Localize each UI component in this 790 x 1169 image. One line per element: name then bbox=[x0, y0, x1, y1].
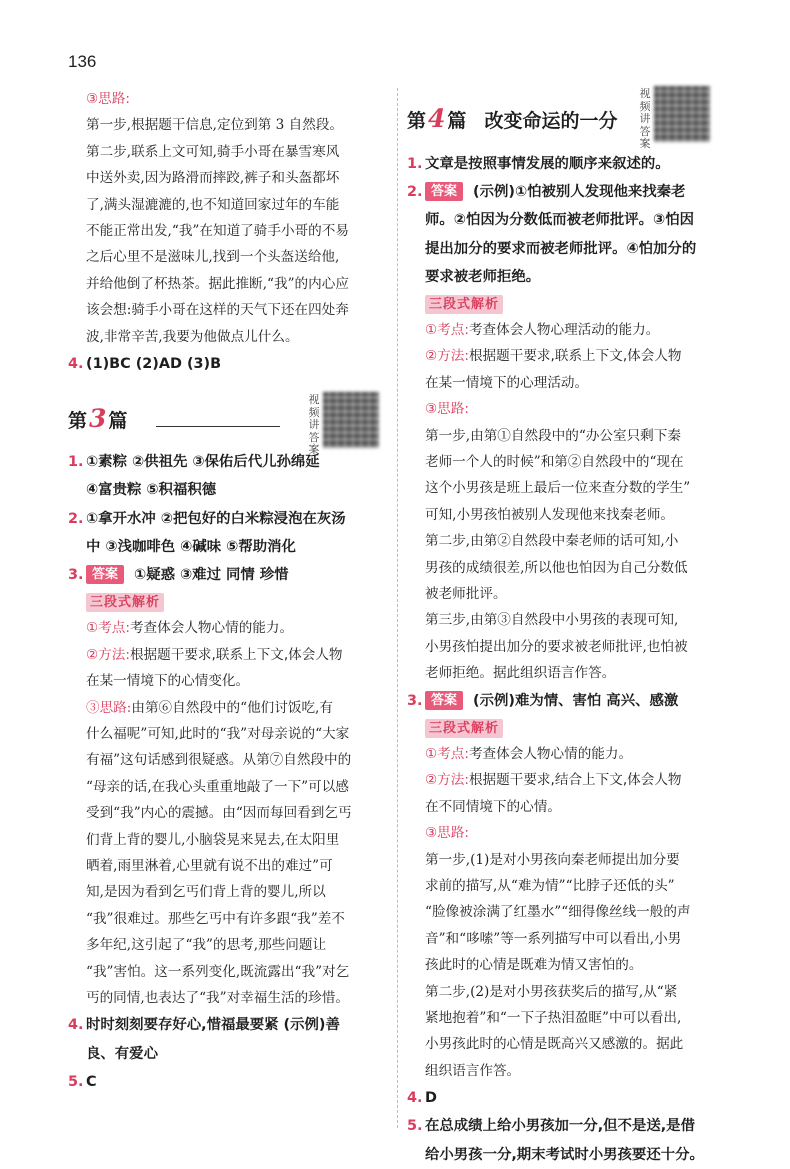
answer-5: 5. 在总成绩上给小男孩加一分,但不是送,是借 bbox=[407, 1118, 695, 1135]
section-title: 第3 篇 bbox=[68, 404, 128, 434]
text-line: “母亲的话,在我心头重重地敲了一下”可以感 bbox=[86, 778, 349, 795]
text-line: 并给他倒了杯热茶。据此推断,“我”的内心应 bbox=[86, 275, 349, 292]
fangfa-cont: 在某一情境下的心理活动。 bbox=[425, 374, 589, 391]
article-title: 改变命运的一分 bbox=[484, 110, 618, 132]
answer-badge: 答案 bbox=[425, 182, 463, 201]
silu-label: ③思路: bbox=[425, 401, 469, 418]
text-line: 可知,小男孩怕被别人发现他来找秦老师。 bbox=[425, 506, 675, 523]
sanduan-badge: 三段式解析 bbox=[425, 719, 503, 738]
fangfa-cont: 在不同情境下的心情。 bbox=[425, 798, 561, 815]
text-line: 男孩的成绩很差,所以他也怕因为自己分数低 bbox=[425, 559, 688, 576]
p2-q3-silu-text bbox=[68, 112, 386, 350]
silu-label: ③思路: bbox=[86, 91, 130, 107]
kaodian: ①考点:考查体会人物心理活动的能力。 bbox=[425, 322, 660, 339]
text-line: 第二步,(2)是对小男孩获奖后的描写,从“紧 bbox=[425, 983, 678, 1000]
text-line: 晒着,雨里淋着,心里就有说不出的难过”可 bbox=[86, 857, 333, 874]
fangfa-cont: 在某一情境下的心情变化。 bbox=[86, 673, 250, 690]
answer-1: 1. 文章是按照事情发展的顺序来叙述的。 bbox=[407, 156, 670, 172]
qr-code-icon[interactable] bbox=[323, 392, 379, 448]
column-divider bbox=[397, 88, 398, 1128]
text-line: “我”害怕。这一系列变化,既流露出“我”对乞 bbox=[86, 963, 350, 980]
answer-2-cont: 提出加分的要求而被老师批评。④怕加分的 bbox=[425, 240, 697, 257]
text-line: 有福”这句话感到很疑惑。从第⑦自然段中的 bbox=[86, 752, 352, 769]
fangfa: ②方法:根据题干要求,结合上下文,体会人物 bbox=[425, 772, 682, 789]
qr-code-icon[interactable] bbox=[654, 86, 710, 142]
text-line: 第一步,根据题干信息,定位到第 3 自然段。 bbox=[86, 117, 344, 134]
text-line: 组织语言作答。 bbox=[425, 1062, 521, 1079]
text-line: 被老师批评。 bbox=[425, 586, 507, 603]
text-line: 第一步,由第①自然段中的“办公室只剩下秦 bbox=[425, 427, 681, 444]
text-line: “脸像被涂满了红墨水”“细得像丝线一般的声 bbox=[425, 904, 691, 921]
answer-3: 3. 答案 (示例)难为情、害怕 高兴、感激 bbox=[407, 692, 679, 709]
left-column bbox=[68, 86, 386, 1096]
sanduan-badge: 三段式解析 bbox=[86, 593, 164, 612]
text-line: 第三步,由第③自然段中小男孩的表现可知, bbox=[425, 612, 679, 629]
text-line: 丐的同情,也表达了“我”对幸福生活的珍惜。 bbox=[86, 989, 349, 1006]
fangfa: ②方法:根据题干要求,联系上下文,体会人物 bbox=[86, 646, 343, 663]
text-line: 不能正常出发,“我”在知道了骑手小哥的不易 bbox=[86, 223, 349, 240]
answer-badge: 答案 bbox=[86, 565, 124, 584]
text-line: 老师一个人的时候”和第②自然段中的“现在 bbox=[425, 454, 684, 471]
text-line: 中送外卖,因为路滑而摔跤,裤子和头盔都坏 bbox=[86, 170, 340, 187]
text-line: 多年纪,这引起了“我”的思考,那些问题让 bbox=[86, 937, 327, 954]
answer-2: 2. ①拿开水冲 ②把包好的白米粽浸泡在灰汤 bbox=[68, 510, 346, 527]
answer-4: 4. (1)BC (2)AD (3)B bbox=[68, 356, 222, 373]
silu-text bbox=[407, 847, 729, 1085]
answer-2-cont: 要求被老师拒绝。 bbox=[425, 268, 541, 285]
text-line: 第一步,(1)是对小男孩向秦老师提出加分要 bbox=[425, 851, 680, 868]
qr-label: 视频讲答案 bbox=[308, 393, 320, 457]
silu-text bbox=[407, 423, 729, 687]
text-line: 这个小男孩是班上最后一位来查分数的学生” bbox=[425, 480, 691, 497]
right-column bbox=[407, 86, 729, 1169]
title-blank-line bbox=[156, 426, 280, 427]
text-line: 第二步,由第②自然段中秦老师的话可知,小 bbox=[425, 533, 679, 550]
kaodian: ①考点:考查体会人物心情的能力。 bbox=[86, 620, 294, 637]
answer-2: 2. 答案 (示例)①怕被别人发现他来找秦老 bbox=[407, 184, 686, 201]
page-number: 136 bbox=[68, 52, 97, 71]
text-line: 紧地抱着”和“一下子热泪盈眶”中可以看出, bbox=[425, 1009, 682, 1026]
text-line: 了,满头湿漉漉的,也不知道回家过年的车能 bbox=[86, 196, 340, 213]
text-line: 波,非常辛苦,我要为他做点儿什么。 bbox=[86, 328, 299, 345]
answer-2-cont: 中 ③浅咖啡色 ④碱味 ⑤帮助消化 bbox=[86, 538, 296, 555]
text-line: 该会想:骑手小哥在这样的天气下还在四处奔 bbox=[86, 302, 349, 319]
answer-5: 5. C bbox=[68, 1073, 97, 1090]
text-line: 小男孩怕提出加分的要求被老师批评,也怕被 bbox=[425, 638, 688, 655]
text-line: 音”和“哆嗦”等一系列描写中可以看出,小男 bbox=[425, 930, 682, 947]
section-4-header bbox=[407, 86, 729, 150]
text-line: 们背上背的婴儿,小脑袋晃来晃去,在太阳里 bbox=[86, 831, 340, 848]
answer-5-cont: 给小男孩一分,期末考试时小男孩要还十分。 bbox=[425, 1146, 704, 1163]
answer-4-cont: 良、有爱心 bbox=[86, 1045, 158, 1062]
kaodian: ①考点:考查体会人物心情的能力。 bbox=[425, 745, 633, 762]
answer-4: 4. 时时刻刻要存好心,惜福最要紧 (示例)善 bbox=[68, 1017, 340, 1034]
text-line: 什么福呢”可知,此时的“我”对母亲说的“大家 bbox=[86, 725, 350, 742]
qr-label: 视频讲答案 bbox=[639, 87, 651, 150]
fangfa: ②方法:根据题干要求,联系上下文,体会人物 bbox=[425, 348, 682, 365]
silu: ③思路:由第⑥自然段中的“他们讨饭吃,有 bbox=[86, 699, 333, 716]
text-line: 老师拒绝。据此组织语言作答。 bbox=[425, 665, 616, 682]
answer-2-cont: 师。②怕因为分数低而被老师批评。③怕因 bbox=[425, 212, 695, 229]
text-line: 受到“我”内心的震撼。由“因而每回看到乞丐 bbox=[86, 805, 352, 822]
sanduan-badge: 三段式解析 bbox=[425, 295, 503, 314]
answer-4: 4. D bbox=[407, 1090, 437, 1107]
section-3-header bbox=[68, 392, 386, 457]
text-line: 知,是因为看到乞丐们背上背的婴儿,所以 bbox=[86, 884, 326, 901]
text-line: 孩此时的心情是既难为情又害怕的。 bbox=[425, 957, 643, 974]
section-title: 第4 篇 改变命运的一分 bbox=[407, 104, 618, 133]
silu-text bbox=[68, 721, 386, 1011]
text-line: 求前的描写,从“难为情”“比脖子还低的头” bbox=[425, 877, 675, 894]
text-line: 第二步,联系上文可知,骑手小哥在暴雪寒风 bbox=[86, 143, 340, 160]
answer-1-cont: ④富贵粽 ⑤积福积德 bbox=[86, 482, 217, 499]
silu-label: ③思路: bbox=[425, 825, 469, 842]
answer-1: 1. ①素粽 ②供祖先 ③保佑后代儿孙绵延 bbox=[68, 454, 320, 471]
text-line: 之后心里不是滋味儿,找到一个头盔送给他, bbox=[86, 249, 340, 266]
text-line: 小男孩此时的心情是既高兴又感激的。据此 bbox=[425, 1036, 684, 1053]
answer-badge: 答案 bbox=[425, 691, 463, 710]
text-line: “我”很难过。那些乞丐中有许多跟“我”差不 bbox=[86, 910, 345, 927]
answer-3: 3. 答案 ①疑惑 ③难过 同情 珍惜 bbox=[68, 567, 289, 584]
